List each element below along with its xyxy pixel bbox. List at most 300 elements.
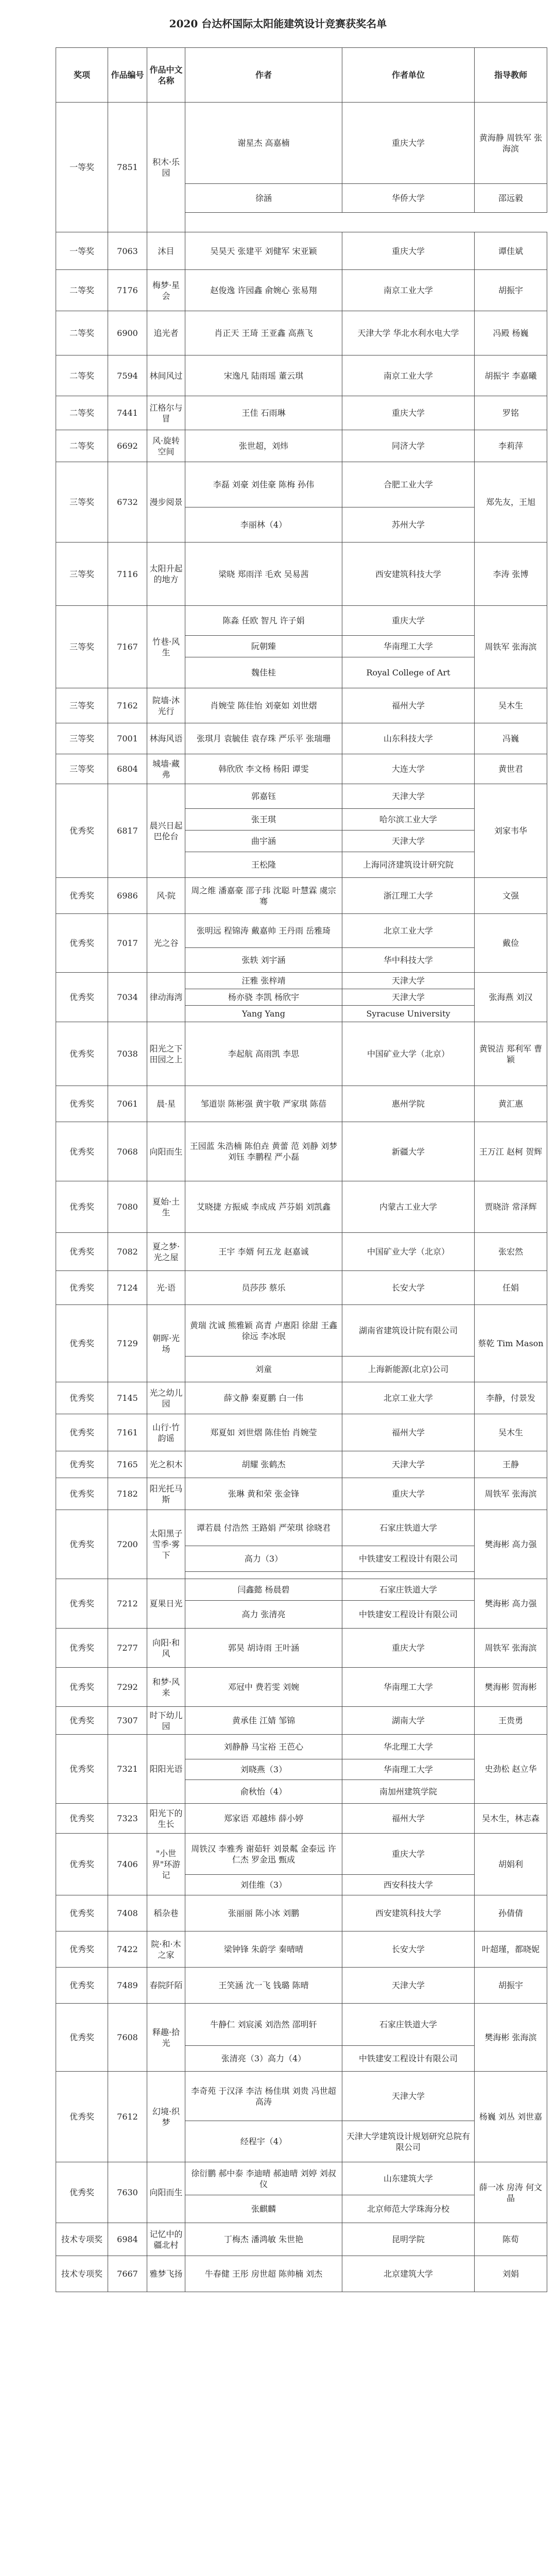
- entry-number-cell: 7277: [108, 1629, 147, 1668]
- authors-cell: 张琪月 袁毓佳 袁存珠 严乐平 张瑞珊: [185, 723, 342, 754]
- entry-number-cell: 7082: [108, 1233, 147, 1271]
- advisor-cell: 戴俭: [475, 914, 547, 973]
- table-row: [56, 606, 547, 636]
- award-cell: 二等奖: [56, 270, 108, 311]
- author-unit-cell: 华中科技大学: [342, 948, 475, 973]
- authors-cell: 肖婉莹 陈佳怡 刘豪如 刘世熠: [185, 688, 342, 723]
- advisor-cell: 贾晓浒 常泽辉: [475, 1181, 547, 1233]
- award-cell: 三等奖: [56, 723, 108, 754]
- authors-cell: 王笑涵 沈一飞 钱璐 陈晴: [185, 1968, 342, 2004]
- advisor-cell: 黄锐洁 郑利军 曹颖: [475, 1022, 547, 1086]
- authors-cell: 汪雅 张梓靖: [185, 973, 342, 989]
- table-row: [56, 723, 547, 754]
- authors-cell: 周铁汉 李雅秀 谢茹轩 刘景粼 金泰远 许仁杰 罗金迅 甄成: [185, 1834, 342, 1875]
- entry-name-cell: "小世界"环游记: [147, 1834, 185, 1895]
- author-unit-cell: 天津大学: [342, 1451, 475, 1478]
- entry-name-cell: 稻杂巷: [147, 1895, 185, 1931]
- author-unit-cell: 上海新能源(北京)公司: [342, 1357, 475, 1382]
- author-unit-cell: 重庆大学: [342, 606, 475, 636]
- entry-number-cell: 7063: [108, 232, 147, 270]
- entry-number-cell: 7038: [108, 1022, 147, 1086]
- table-row: [56, 2223, 547, 2256]
- advisor-cell: 胡振宇: [475, 1968, 547, 2004]
- table-row: [56, 1707, 547, 1735]
- authors-cell: 徐涵: [185, 184, 342, 213]
- authors-cell: 谢星杰 高嘉楠: [185, 103, 342, 184]
- entry-name-cell: 朝晖·光场: [147, 1305, 185, 1382]
- award-cell: 三等奖: [56, 606, 108, 688]
- author-unit-cell: 华侨大学: [342, 184, 475, 213]
- entry-name-cell: 光之幼儿园: [147, 1382, 185, 1414]
- advisor-cell: 樊海彬 高力强: [475, 1510, 547, 1579]
- award-cell: 三等奖: [56, 754, 108, 784]
- authors-cell: 艾晓捷 方振威 李成成 芦芬娟 刘凯鑫: [185, 1181, 342, 1233]
- authors-cell: 俞秋怡（4）: [185, 1780, 342, 1804]
- authors-cell: 郭昊 胡诗雨 王叶涵: [185, 1629, 342, 1668]
- authors-cell: 徐衍鹏 郝中泰 李迪晴 郝迪晴 刘婷 刘叔仪: [185, 2162, 342, 2195]
- advisor-cell: 樊海彬 贺海彬: [475, 1668, 547, 1707]
- award-cell: 优秀奖: [56, 784, 108, 878]
- author-unit-cell: 昆明学院: [342, 2223, 475, 2256]
- award-cell: 优秀奖: [56, 2004, 108, 2072]
- table-header-row: [56, 48, 547, 103]
- advisor-cell: 叶超瑾，都晓妮: [475, 1931, 547, 1968]
- advisor-cell: 刘娟: [475, 2256, 547, 2292]
- author-unit-cell: 中国矿业大学（北京）: [342, 1022, 475, 1086]
- entry-number-cell: 7176: [108, 270, 147, 311]
- entry-name-cell: 竹巷·风生: [147, 606, 185, 688]
- entry-number-cell: 7182: [108, 1478, 147, 1510]
- author-unit-cell: 华北理工大学: [342, 1735, 475, 1759]
- advisor-cell: 樊海彬 高力强: [475, 1579, 547, 1629]
- table-row: [56, 1233, 547, 1271]
- advisor-cell: 蔡乾 Tim Mason: [475, 1305, 547, 1382]
- award-cell: 优秀奖: [56, 1668, 108, 1707]
- award-cell: 三等奖: [56, 688, 108, 723]
- table-row: [56, 973, 547, 989]
- author-unit-cell: 天津大学建筑设计规划研究总院有限公司: [342, 2121, 475, 2162]
- entry-name-cell: 幻境·织梦: [147, 2072, 185, 2162]
- author-unit-cell: 西安科技大学: [342, 1875, 475, 1895]
- table-row: [56, 754, 547, 784]
- table-row: [56, 462, 547, 507]
- author-unit-cell: 福州大学: [342, 688, 475, 723]
- authors-cell: 张清亮（3）高力（4）: [185, 2046, 342, 2072]
- authors-cell: 王松隆: [185, 852, 342, 878]
- author-unit-cell: 天津大学: [342, 973, 475, 989]
- authors-cell: 李磊 刘豪 刘佳豪 陈梅 孙伟: [185, 462, 342, 507]
- authors-cell: [185, 1572, 342, 1579]
- table-row: [56, 1735, 547, 1759]
- award-cell: 二等奖: [56, 355, 108, 396]
- authors-cell: 牛春健 王彤 房世超 陈帅楠 刘杰: [185, 2256, 342, 2292]
- entry-name-cell: 追光者: [147, 311, 185, 355]
- author-unit-cell: 北京师范大学珠海分校: [342, 2195, 475, 2223]
- author-unit-cell: 天津大学: [342, 989, 475, 1006]
- advisor-cell: 王静: [475, 1451, 547, 1478]
- advisor-cell: 黄海静 周铁军 张海滨: [475, 103, 547, 184]
- table-row: [56, 396, 547, 430]
- award-cell: 优秀奖: [56, 1895, 108, 1931]
- author-unit-cell: 石家庄铁道大学: [342, 1510, 475, 1546]
- award-cell: 优秀奖: [56, 1968, 108, 2004]
- entry-name-cell: 向阳·和风: [147, 1629, 185, 1668]
- advisor-cell: 刘家韦华: [475, 784, 547, 878]
- award-cell: 优秀奖: [56, 1022, 108, 1086]
- authors-cell: 李丽林（4）: [185, 507, 342, 543]
- advisor-cell: 任娟: [475, 1271, 547, 1305]
- authors-cell: 刘静静 马宝裕 王芭心: [185, 1735, 342, 1759]
- entry-number-cell: 7124: [108, 1271, 147, 1305]
- entry-name-cell: 阳光之下 田园之上: [147, 1022, 185, 1086]
- author-unit-cell: 大连大学: [342, 754, 475, 784]
- entry-name-cell: 院墙·沐光行: [147, 688, 185, 723]
- author-unit-cell: 长安大学: [342, 1931, 475, 1968]
- author-unit-cell: 惠州学院: [342, 1086, 475, 1122]
- award-cell: 优秀奖: [56, 1931, 108, 1968]
- table-row: [56, 1122, 547, 1181]
- authors-cell: 李起航 高雨凯 李思: [185, 1022, 342, 1086]
- entry-name-cell: 林海风语: [147, 723, 185, 754]
- authors-cell: 吴昊天 张建平 刘健军 宋亚颖: [185, 232, 342, 270]
- authors-cell: 杨亦骁 李凯 杨欣宇: [185, 989, 342, 1006]
- table-row: [56, 103, 547, 184]
- authors-cell: 黄瑞 沈诚 熊雅颖 高青 卢惠阳 徐甜 王鑫 徐远 李冰珉: [185, 1305, 342, 1357]
- entry-number-cell: 7034: [108, 973, 147, 1022]
- authors-cell: 梁钟锋 朱蔚学 秦晴晴: [185, 1931, 342, 1968]
- author-unit-cell: 石家庄铁道大学: [342, 1579, 475, 1601]
- entry-number-cell: 7017: [108, 914, 147, 973]
- author-unit-cell: 重庆大学: [342, 1834, 475, 1875]
- award-cell: 优秀奖: [56, 973, 108, 1022]
- advisor-cell: 薛一冰 房涛 何文晶: [475, 2162, 547, 2223]
- entry-name-cell: 阳光下的生长: [147, 1804, 185, 1834]
- entry-number-cell: 7145: [108, 1382, 147, 1414]
- advisor-cell: 李静，付景发: [475, 1382, 547, 1414]
- authors-cell: 刘晓燕（3）: [185, 1759, 342, 1780]
- award-cell: 优秀奖: [56, 1804, 108, 1834]
- award-cell: 优秀奖: [56, 878, 108, 914]
- table-row: [56, 914, 547, 948]
- table-row: [56, 1804, 547, 1834]
- author-unit-cell: 北京工业大学: [342, 914, 475, 948]
- author-unit-cell: 重庆大学: [342, 1478, 475, 1510]
- author-unit-cell: 南京工业大学: [342, 270, 475, 311]
- table-row: [56, 1579, 547, 1601]
- award-cell: 三等奖: [56, 462, 108, 543]
- entry-number-cell: 7068: [108, 1122, 147, 1181]
- authors-cell: 赵俊逸 许园鑫 俞婉心 张易翔: [185, 270, 342, 311]
- entry-number-cell: 6984: [108, 2223, 147, 2256]
- authors-cell: 高力 张清亮: [185, 1601, 342, 1629]
- table-row: [56, 2072, 547, 2121]
- table-row: [56, 1931, 547, 1968]
- advisor-cell: 黄汇惠: [475, 1086, 547, 1122]
- entry-name-cell: 光之谷: [147, 914, 185, 973]
- entry-number-cell: 7323: [108, 1804, 147, 1834]
- authors-cell: 周之维 潘嘉豪 邵子玮 沈聪 叶慧霖 虞宗骞: [185, 878, 342, 914]
- entry-number-cell: 7441: [108, 396, 147, 430]
- award-cell: 二等奖: [56, 311, 108, 355]
- advisor-cell: 罗铭: [475, 396, 547, 430]
- entry-number-cell: 7408: [108, 1895, 147, 1931]
- table-row: [56, 1305, 547, 1357]
- award-cell: 一等奖: [56, 232, 108, 270]
- table-row: [56, 2256, 547, 2292]
- author-unit-cell: 重庆大学: [342, 1629, 475, 1668]
- author-unit-cell: 浙江理工大学: [342, 878, 475, 914]
- author-unit-cell: 重庆大学: [342, 396, 475, 430]
- award-cell: 优秀奖: [56, 1233, 108, 1271]
- table-row: [56, 1086, 547, 1122]
- author-unit-cell: 石家庄铁道大学: [342, 2004, 475, 2046]
- award-cell: 优秀奖: [56, 1451, 108, 1478]
- authors-cell: 闫鑫懿 杨晨碧: [185, 1579, 342, 1601]
- entry-name-cell: 向阳而生: [147, 2162, 185, 2223]
- table-body: [56, 103, 547, 2292]
- entry-number-cell: 7061: [108, 1086, 147, 1122]
- entry-name-cell: 沐目: [147, 232, 185, 270]
- advisor-cell: 谭佳斌: [475, 232, 547, 270]
- entry-name-cell: 山行·竹韵谣: [147, 1414, 185, 1451]
- award-cell: 优秀奖: [56, 2162, 108, 2223]
- authors-cell: 张明远 程锦涛 戴嘉帅 王丹雨 岳雅琦: [185, 914, 342, 948]
- entry-name-cell: 向阳而生: [147, 1122, 185, 1181]
- author-unit-cell: 华南理工大学: [342, 1759, 475, 1780]
- entry-name-cell: 记忆中的疆北村: [147, 2223, 185, 2256]
- award-cell: 优秀奖: [56, 2072, 108, 2162]
- entry-number-cell: 7307: [108, 1707, 147, 1735]
- advisor-cell: 史劲松 赵立华: [475, 1735, 547, 1804]
- entry-name-cell: 林间风过: [147, 355, 185, 396]
- author-unit-cell: 天津大学: [342, 1968, 475, 2004]
- authors-cell: 阮朝臻: [185, 636, 342, 657]
- entry-name-cell: 漫步阅景: [147, 462, 185, 543]
- entry-name-cell: 夏果日光: [147, 1579, 185, 1629]
- award-cell: 二等奖: [56, 396, 108, 430]
- authors-cell: 郭嘉钰: [185, 784, 342, 809]
- entry-number-cell: 6986: [108, 878, 147, 914]
- entry-name-cell: 晨·星: [147, 1086, 185, 1122]
- author-unit-cell: Syracuse University: [342, 1006, 475, 1022]
- author-unit-cell: 内蒙古工业大学: [342, 1181, 475, 1233]
- author-unit-cell: 重庆大学: [342, 103, 475, 184]
- advisor-cell: 樊海彬 张海滨: [475, 2004, 547, 2072]
- authors-cell: 高力（3）: [185, 1546, 342, 1572]
- table-row: [56, 1895, 547, 1931]
- authors-cell: Yang Yang: [185, 1006, 342, 1022]
- entry-name-cell: 阳阳光语: [147, 1735, 185, 1804]
- entry-number-cell: 7200: [108, 1510, 147, 1579]
- author-unit-cell: 西安建筑科技大学: [342, 1895, 475, 1931]
- advisor-cell: 冯殿 杨巍: [475, 311, 547, 355]
- advisor-cell: 王万江 赵柯 贺辉: [475, 1122, 547, 1181]
- award-cell: 技术专项奖: [56, 2223, 108, 2256]
- author-unit-cell: 北京建筑大学: [342, 2256, 475, 2292]
- entry-number-cell: 7489: [108, 1968, 147, 2004]
- entry-number-cell: 7080: [108, 1181, 147, 1233]
- entry-number-cell: 7167: [108, 606, 147, 688]
- author-unit-cell: 重庆大学: [342, 232, 475, 270]
- entry-name-cell: 风·旋转空间: [147, 430, 185, 462]
- author-unit-cell: 新疆大学: [342, 1122, 475, 1181]
- author-unit-cell: 哈尔滨工业大学: [342, 809, 475, 831]
- table-row: [56, 1271, 547, 1305]
- table-row: [56, 1022, 547, 1086]
- document-title: 2020 台达杯国际太阳能建筑设计竞赛获奖名单: [169, 18, 387, 30]
- author-unit-cell: 中铁建安工程设计有限公司: [342, 2046, 475, 2072]
- entry-number-cell: 7608: [108, 2004, 147, 2072]
- authors-cell: 肖正天 王琦 王亚鑫 高燕飞: [185, 311, 342, 355]
- entry-name-cell: 春院阡陌: [147, 1968, 185, 2004]
- entry-number-cell: 6804: [108, 754, 147, 784]
- header-advisor: 指导教师: [475, 48, 547, 103]
- authors-cell: 梁晓 郑雨洋 毛欢 吴易茜: [185, 543, 342, 606]
- award-cell: 优秀奖: [56, 1181, 108, 1233]
- table-row: [56, 1968, 547, 2004]
- advisor-cell: 吴木生: [475, 688, 547, 723]
- entry-name-cell: 律动海湾: [147, 973, 185, 1022]
- table-row: [56, 232, 547, 270]
- authors-cell: 郑夏如 刘世熠 陈佳怡 肖婉莹: [185, 1414, 342, 1451]
- entry-number-cell: 7630: [108, 2162, 147, 2223]
- entry-name-cell: 城墙·藏弗: [147, 754, 185, 784]
- authors-cell: 张王琪: [185, 809, 342, 831]
- author-unit-cell: 山东科技大学: [342, 723, 475, 754]
- entry-number-cell: 7292: [108, 1668, 147, 1707]
- entry-number-cell: 7162: [108, 688, 147, 723]
- award-cell: 优秀奖: [56, 1305, 108, 1382]
- author-unit-cell: 中铁建安工程设计有限公司: [342, 1601, 475, 1629]
- table-row: [56, 1834, 547, 1875]
- entry-name-cell: 光之积木: [147, 1451, 185, 1478]
- authors-cell: 邓冠中 费若雯 刘婉: [185, 1668, 342, 1707]
- author-unit-cell: 同济大学: [342, 430, 475, 462]
- award-cell: 技术专项奖: [56, 2256, 108, 2292]
- author-unit-cell: 中国矿业大学（北京）: [342, 1233, 475, 1271]
- authors-cell: 曲宇涵: [185, 831, 342, 852]
- table-row: [56, 2004, 547, 2046]
- authors-cell: 陈淼 任欧 智凡 许子娟: [185, 606, 342, 636]
- entry-number-cell: 7001: [108, 723, 147, 754]
- advisor-cell: 王贵勇: [475, 1707, 547, 1735]
- entry-name-cell: 晨兴日起巴伦台: [147, 784, 185, 878]
- header-author-unit: 作者单位: [342, 48, 475, 103]
- entry-name-cell: 积木·乐园: [147, 103, 185, 232]
- author-unit-cell: 华南理工大学: [342, 1668, 475, 1707]
- table-row: [56, 311, 547, 355]
- advisor-cell: 吴木生，林志森: [475, 1804, 547, 1834]
- entry-number-cell: 7612: [108, 2072, 147, 2162]
- award-cell: 优秀奖: [56, 1414, 108, 1451]
- author-unit-cell: 南加州建筑学院: [342, 1780, 475, 1804]
- header-entry-number: 作品编号: [108, 48, 147, 103]
- entry-number-cell: 6817: [108, 784, 147, 878]
- author-unit-cell: 天津大学: [342, 2072, 475, 2121]
- advisor-cell: 张海燕 刘汉: [475, 973, 547, 1022]
- table-row: [56, 688, 547, 723]
- advisor-cell: 张宏然: [475, 1233, 547, 1271]
- entry-name-cell: 夏之梦·光之屋: [147, 1233, 185, 1271]
- authors-cell: 王佳 石雨琳: [185, 396, 342, 430]
- advisor-cell: 胡振宇 李嘉曦: [475, 355, 547, 396]
- entry-name-cell: 院·和·木之家: [147, 1931, 185, 1968]
- advisor-cell: 冯巍: [475, 723, 547, 754]
- authors-cell: 张琳 黄和荣 张金锋: [185, 1478, 342, 1510]
- award-cell: 优秀奖: [56, 1122, 108, 1181]
- authors-cell: 牛静仁 刘宸溪 刘浩然 邵明轩: [185, 2004, 342, 2046]
- entry-name-cell: 雅梦飞扬: [147, 2256, 185, 2292]
- table-row: [56, 784, 547, 809]
- award-cell: 优秀奖: [56, 1834, 108, 1895]
- authors-cell: 魏佳桂: [185, 657, 342, 688]
- entry-name-cell: 夏始·土生: [147, 1181, 185, 1233]
- entry-name-cell: 风·院: [147, 878, 185, 914]
- entry-name-cell: 太阳黑子 雪季·雾下: [147, 1510, 185, 1579]
- author-unit-cell: 南京工业大学: [342, 355, 475, 396]
- author-unit-cell: 福州大学: [342, 1414, 475, 1451]
- authors-cell: 李奇苑 于汉泽 李洁 杨佳琪 刘贵 冯世超 高涛: [185, 2072, 342, 2121]
- advisor-cell: 文强: [475, 878, 547, 914]
- table-row: [56, 2162, 547, 2195]
- advisor-cell: 周铁军 张海滨: [475, 1478, 547, 1510]
- award-cell: 二等奖: [56, 430, 108, 462]
- authors-cell: 刘佳维（3）: [185, 1875, 342, 1895]
- author-unit-cell: 北京工业大学: [342, 1382, 475, 1414]
- authors-cell: 刘童: [185, 1357, 342, 1382]
- table-row: [56, 430, 547, 462]
- advisor-cell: 胡娟利: [475, 1834, 547, 1895]
- author-unit-cell: 合肥工业大学: [342, 462, 475, 507]
- table-row: [56, 270, 547, 311]
- author-unit-cell: 湖南大学: [342, 1707, 475, 1735]
- entry-number-cell: 7165: [108, 1451, 147, 1478]
- author-unit-cell: 中铁建安工程设计有限公司: [342, 1546, 475, 1572]
- table-row: [56, 1478, 547, 1510]
- award-cell: 一等奖: [56, 103, 108, 232]
- authors-cell: 张麒麟: [185, 2195, 342, 2223]
- table-row: [56, 1181, 547, 1233]
- entry-number-cell: 6692: [108, 430, 147, 462]
- table-row: [56, 1629, 547, 1668]
- award-cell: 优秀奖: [56, 1478, 108, 1510]
- entry-number-cell: 7667: [108, 2256, 147, 2292]
- entry-number-cell: 7161: [108, 1414, 147, 1451]
- award-cell: 三等奖: [56, 543, 108, 606]
- authors-cell: 黄承佳 江婧 邹锦: [185, 1707, 342, 1735]
- author-unit-cell: 西安建筑科技大学: [342, 543, 475, 606]
- header-award: 奖项: [56, 48, 108, 103]
- advisor-cell: 李莉萍: [475, 430, 547, 462]
- authors-cell: 员莎莎 蔡乐: [185, 1271, 342, 1305]
- author-unit-cell: 上海同济建筑设计研究院: [342, 852, 475, 878]
- authors-cell: 韩欣欣 李文杨 杨阳 谭雯: [185, 754, 342, 784]
- advisor-cell: 孙倩倩: [475, 1895, 547, 1931]
- author-unit-cell: Royal College of Art: [342, 657, 475, 688]
- author-unit-cell: 长安大学: [342, 1271, 475, 1305]
- authors-cell: 郑家语 邓越炜 薛小婷: [185, 1804, 342, 1834]
- table-row: [56, 543, 547, 606]
- entry-number-cell: 7406: [108, 1834, 147, 1895]
- advisor-cell: 杨巍 刘丛 刘世嘉: [475, 2072, 547, 2162]
- author-unit-cell: 天津大学 华北水利水电大学: [342, 311, 475, 355]
- award-cell: 优秀奖: [56, 1735, 108, 1804]
- table-row: [56, 1451, 547, 1478]
- award-cell: 优秀奖: [56, 1579, 108, 1629]
- entry-number-cell: 6732: [108, 462, 147, 543]
- entry-name-cell: 梅梦·星会: [147, 270, 185, 311]
- author-unit-cell: 福州大学: [342, 1804, 475, 1834]
